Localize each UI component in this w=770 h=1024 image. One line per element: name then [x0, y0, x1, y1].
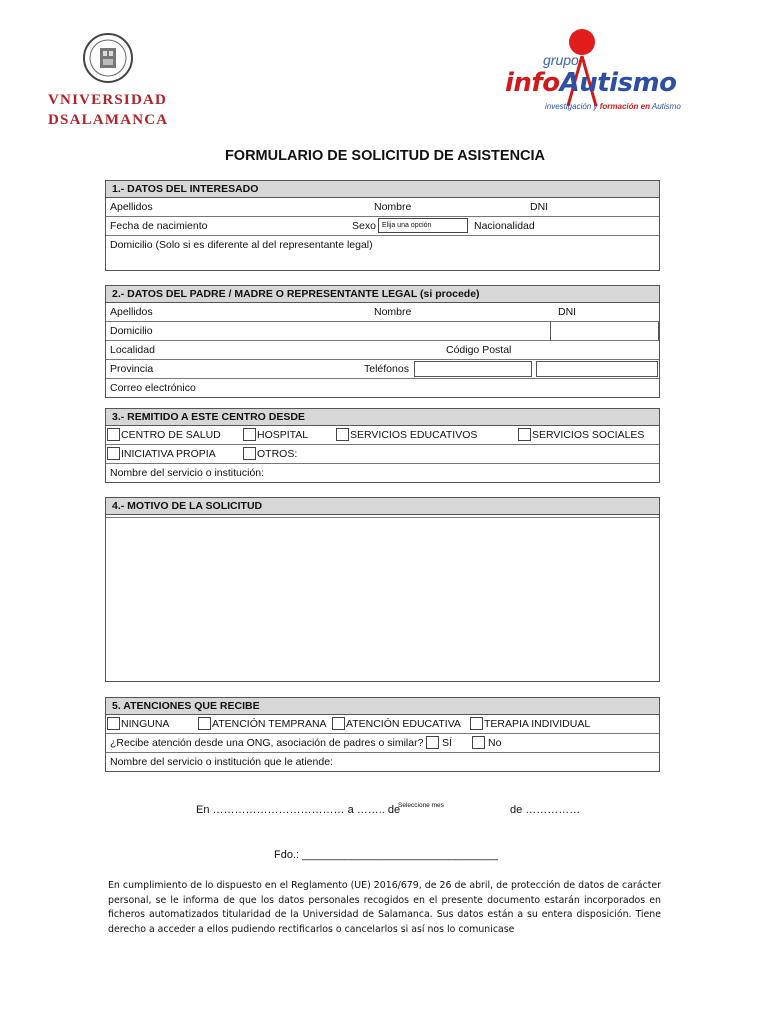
s3-sociales-label: SERVICIOS SOCIALES [532, 429, 645, 441]
group-wordmark [505, 68, 677, 98]
section-4-heading: 4.- MOTIVO DE LA SOLICITUD [106, 498, 659, 515]
group-subtitle-end: Autismo [651, 102, 681, 111]
sexo-select[interactable]: Elija una opción [378, 218, 468, 233]
s2-row-provincia [106, 360, 659, 379]
checkbox-servicios-educativos[interactable] [336, 428, 349, 441]
s1-row-name [106, 198, 659, 217]
section-representante [105, 285, 660, 398]
s5-individual-label: TERAPIA INDIVIDUAL [484, 718, 591, 730]
checkbox-ninguna[interactable] [107, 717, 120, 730]
s3-row-servicio[interactable] [106, 464, 659, 482]
s5-row-1 [106, 715, 659, 734]
s2-row-domicilio [106, 322, 659, 341]
s2-apellidos-label: Apellidos [110, 306, 153, 318]
checkbox-terapia-individual[interactable] [470, 717, 483, 730]
s2-dni-label: DNI [558, 306, 577, 318]
group-subtitle [545, 102, 681, 111]
s2-cp-label: Código Postal [446, 344, 512, 356]
s5-si-label: SÍ [442, 737, 452, 749]
s1-dni-label: DNI [530, 201, 549, 213]
group-subtitle-mid: formación en [599, 102, 650, 111]
section-remitido [105, 408, 660, 483]
s5-ong-question: ¿Recibe atención desde una ONG, asociación de padres o similar? [110, 737, 424, 749]
checkbox-si[interactable] [426, 736, 439, 749]
legal-notice: En cumplimiento de lo dispuesto en el Reglamento (UE) 2016/679, de 26 de abril, de protección de datos de carácter personal, se le informa de que los datos personales recogidos en el presente documento estarán incorporados en ficheros automatizados titularidad de la Universidad de Salamanca. Sus datos están a su entera disposición. Tiene derecho a acceder a ellos pudiendo rectificarlos o cancelarlos si así nos lo comunicase [108, 880, 661, 935]
motivo-textarea[interactable] [106, 517, 659, 684]
checkbox-otros[interactable] [243, 447, 256, 460]
s1-sexo-label: Sexo [352, 220, 376, 232]
s1-fecha-label: Fecha de nacimiento [110, 220, 208, 232]
group-info-text: info [505, 68, 560, 98]
section-3-heading: 3.- REMITIDO A ESTE CENTRO DESDE [106, 409, 659, 426]
s3-otros-label: OTROS: [257, 448, 298, 460]
s2-row-correo[interactable] [106, 379, 659, 397]
s3-salud-label: CENTRO DE SALUD [121, 429, 221, 441]
s5-educativa-label: ATENCIÓN EDUCATIVA [346, 718, 461, 730]
section-2-heading: 2.- DATOS DEL PADRE / MADRE O REPRESENTANTE LEGAL (si procede) [106, 286, 659, 303]
university-seal-icon [82, 30, 134, 86]
checkbox-centro-salud[interactable] [107, 428, 120, 441]
s3-propia-label: INICIATIVA PROPIA [121, 448, 216, 460]
form-title: FORMULARIO DE SOLICITUD DE ASISTENCIA [224, 148, 546, 164]
checkbox-atencion-temprana[interactable] [198, 717, 211, 730]
s2-dni-field[interactable] [550, 322, 659, 340]
checkbox-atencion-educativa[interactable] [332, 717, 345, 730]
section-5-heading: 5. ATENCIONES QUE RECIBE [106, 698, 659, 715]
s2-localidad-label: Localidad [110, 344, 155, 356]
s3-educativos-label: SERVICIOS EDUCATIVOS [350, 429, 478, 441]
s3-row-1 [106, 426, 659, 445]
month-select[interactable]: Seleccione mes [398, 802, 444, 809]
s3-row-2 [106, 445, 659, 464]
s5-no-label: No [488, 737, 502, 749]
s2-provincia-label: Provincia [110, 363, 154, 375]
s1-nacionalidad-label: Nacionalidad [474, 220, 535, 232]
s1-apellidos-label: Apellidos [110, 201, 153, 213]
university-name-line2: DSALAMANCA [48, 112, 169, 128]
checkbox-servicios-sociales[interactable] [518, 428, 531, 441]
s2-row-localidad [106, 341, 659, 360]
s2-nombre-label: Nombre [374, 306, 412, 318]
section-interesado [105, 180, 660, 271]
telefono-2-field[interactable] [536, 361, 658, 377]
signature-line[interactable]: Fdo.: ________________________________ [274, 849, 498, 861]
s2-telefonos-label: Teléfonos [364, 363, 409, 375]
s1-nombre-label: Nombre [374, 201, 412, 213]
s1-row-birth [106, 217, 659, 236]
s1-row-domicilio[interactable] [106, 236, 659, 270]
s2-row-name [106, 303, 659, 322]
checkbox-iniciativa-propia[interactable] [107, 447, 120, 460]
s3-servicio-label: Nombre del servicio o institución: [110, 467, 265, 479]
s2-domicilio-label: Domicilio [110, 325, 153, 337]
date-place-line[interactable]: En ……………………………… a …….. de [196, 804, 401, 816]
university-name-line1: VNIVERSIDAD [48, 92, 168, 108]
year-line[interactable]: de …………… [510, 804, 581, 816]
checkbox-hospital[interactable] [243, 428, 256, 441]
group-subtitle-pre: investigación y [545, 102, 598, 111]
s5-row-ong [106, 734, 659, 753]
section-1-heading: 1.- DATOS DEL INTERESADO [106, 181, 659, 198]
telefono-1-field[interactable] [414, 361, 532, 377]
checkbox-no[interactable] [472, 736, 485, 749]
s1-domicilio-label: Domicilio (Solo si es diferente al del representante legal) [110, 239, 373, 251]
group-logo [505, 28, 720, 118]
group-autismo-text: Autismo [559, 68, 677, 98]
s2-correo-label: Correo electrónico [110, 382, 196, 394]
s5-servicio-label: Nombre del servicio o institución que le atiende: [110, 756, 333, 768]
section-atenciones [105, 697, 660, 772]
s5-ninguna-label: NINGUNA [121, 718, 170, 730]
s3-hospital-label: HOSPITAL [257, 429, 309, 441]
university-logo [48, 30, 178, 129]
section-motivo [105, 497, 660, 682]
group-small-label: grupo [543, 52, 579, 68]
s5-row-servicio[interactable] [106, 753, 659, 771]
s5-temprana-label: ATENCIÓN TEMPRANA [212, 718, 327, 730]
